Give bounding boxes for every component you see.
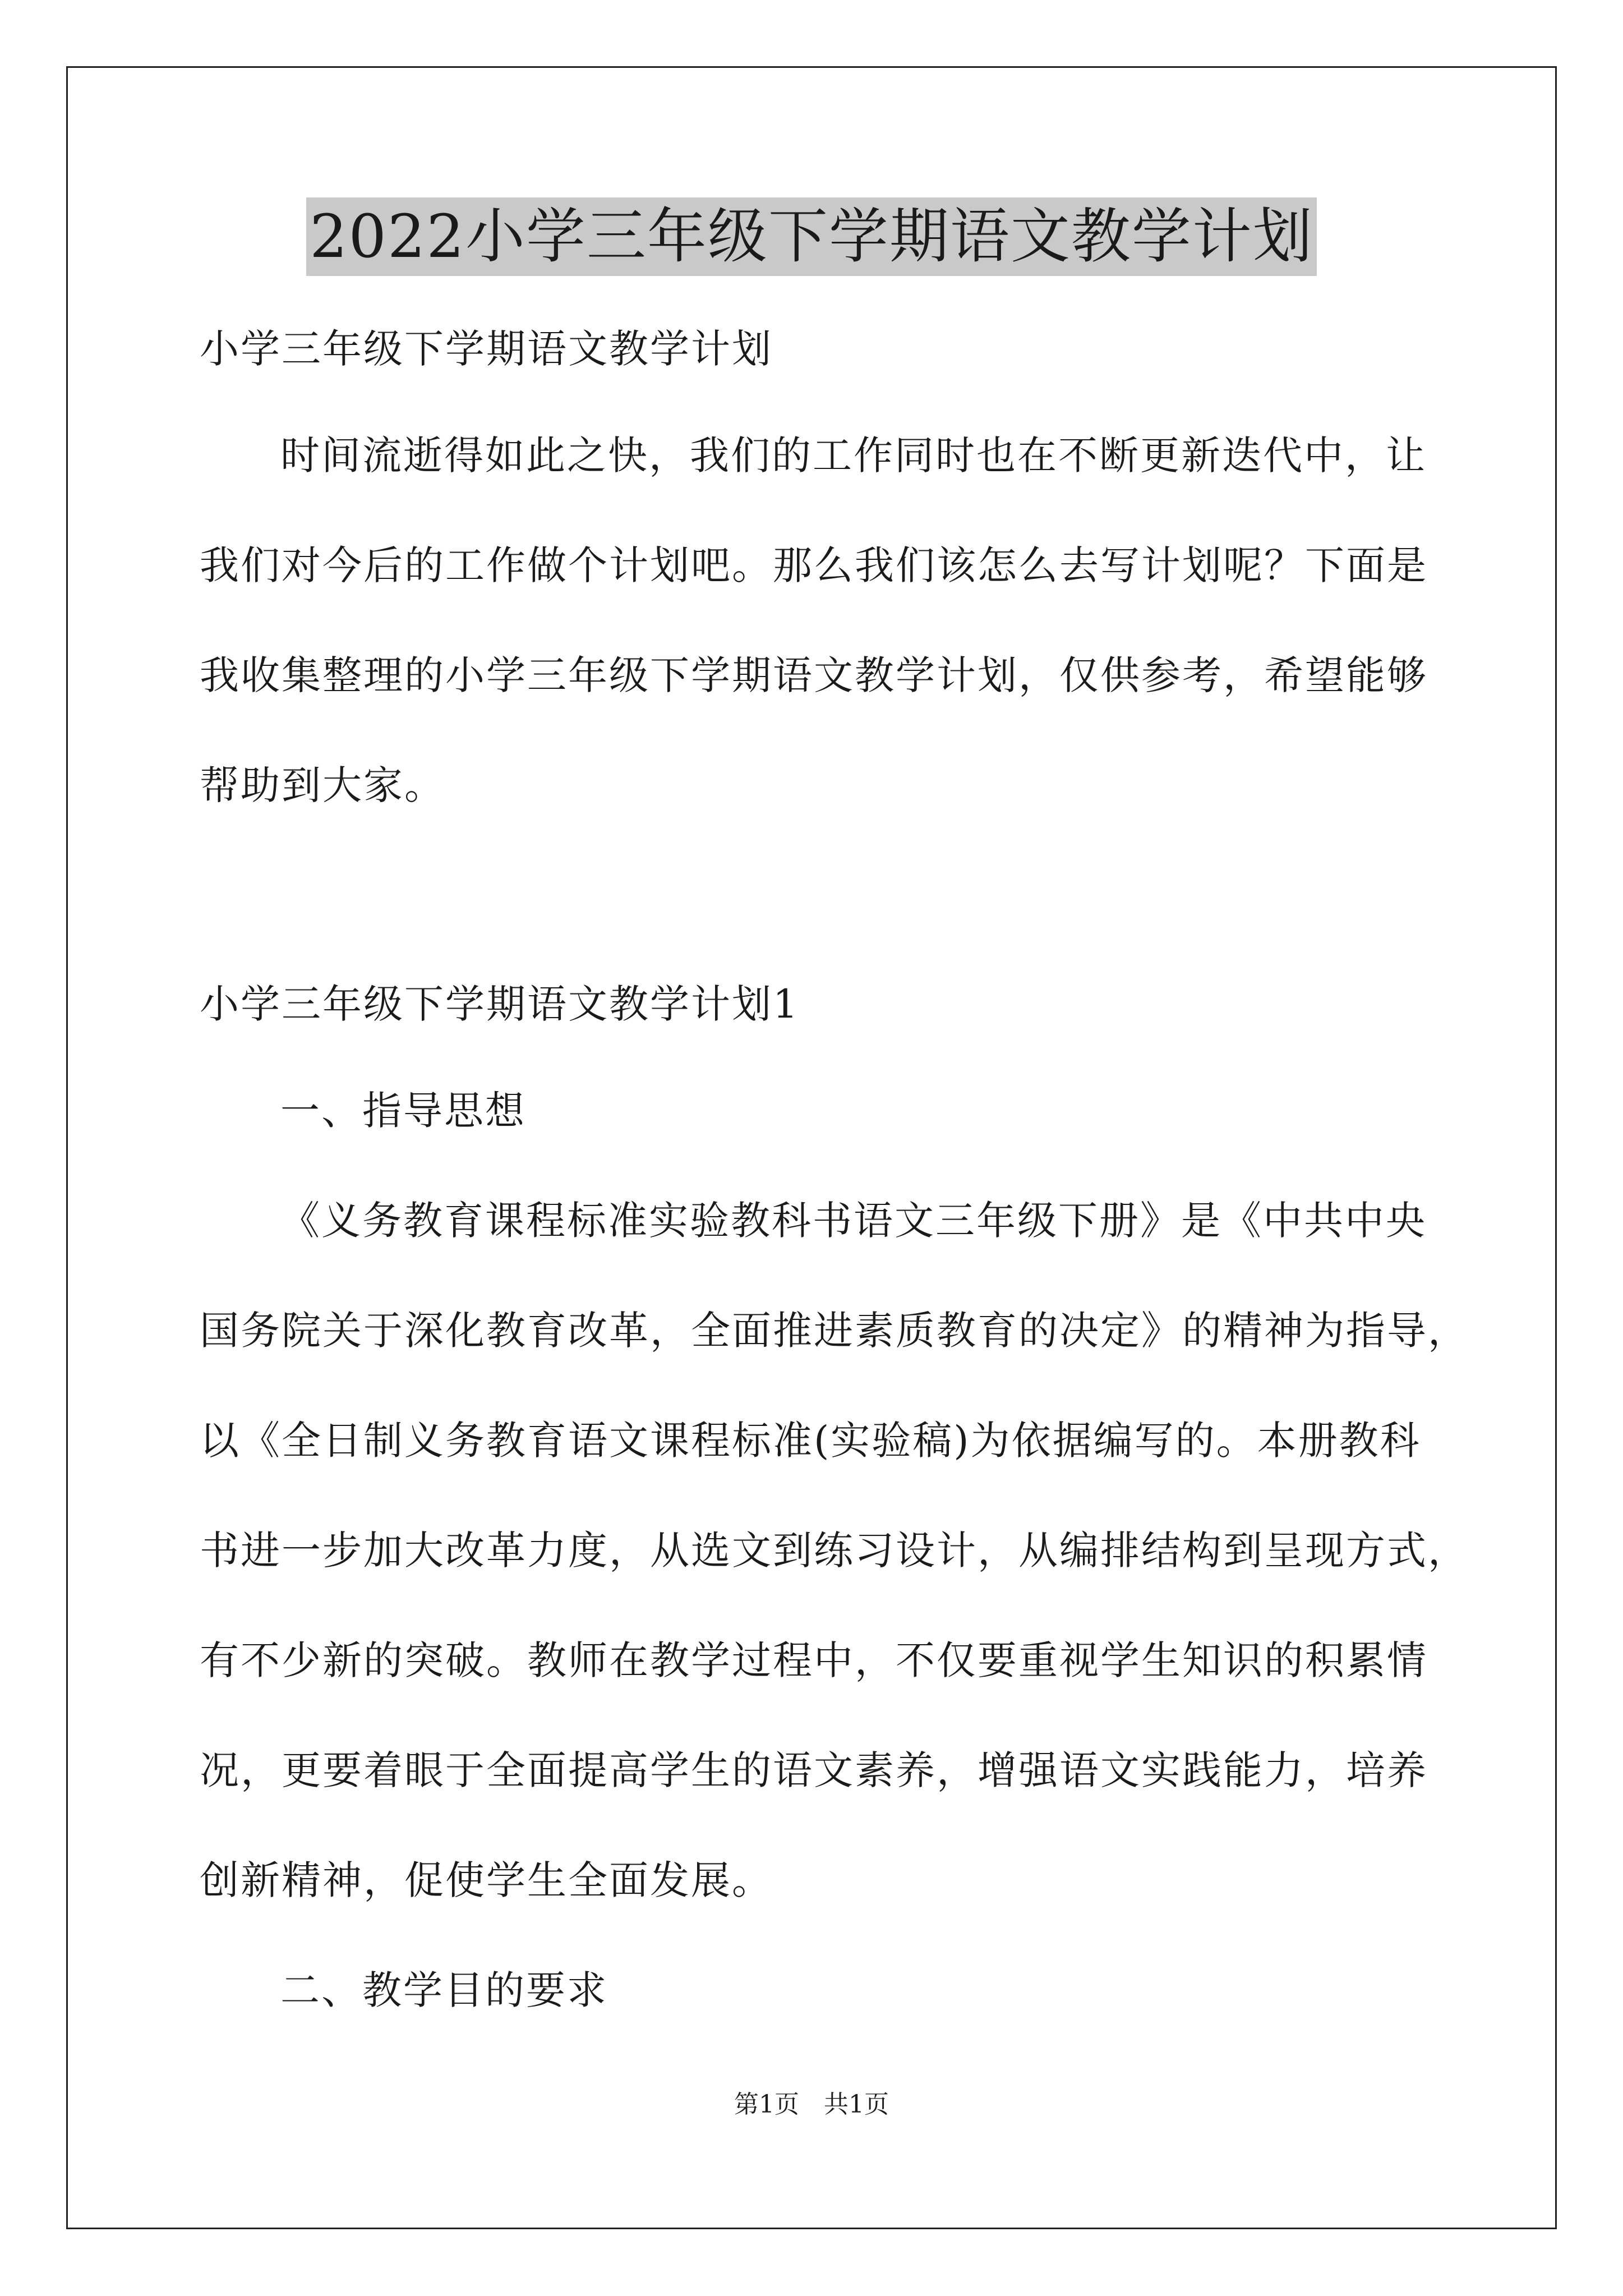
paragraph-line: 帮助到大家。 — [200, 762, 445, 808]
paragraph-line: 国务院关于深化教育改革，全面推进素质教育的决定》的精神为指导， — [200, 1308, 1469, 1354]
paragraph-line: 《义务教育课程标准实验教科书语文三年级下册》是《中共中央 — [280, 1198, 1427, 1244]
paragraph-line: 书进一步加大改革力度，从选文到练习设计，从编排结构到呈现方式， — [200, 1527, 1469, 1573]
document-title: 2022小学三年级下学期语文教学计划 — [306, 197, 1317, 276]
paragraph-line: 况，更要着眼于全面提高学生的语文素养，增强语文实践能力，培养 — [200, 1747, 1428, 1793]
paragraph-line: 创新精神，促使学生全面发展。 — [200, 1857, 773, 1903]
section-heading: 二、教学目的要求 — [280, 1967, 608, 2013]
paragraph-line: 以《全日制义务教育语文课程标准(实验稿)为依据编写的。本册教科 — [200, 1418, 1421, 1464]
section-title: 小学三年级下学期语文教学计划1 — [200, 981, 800, 1027]
intro-paragraph — [200, 427, 1433, 813]
page-footer: 第1页 共1页 — [734, 2090, 889, 2119]
document-body — [200, 314, 1469, 2018]
title-container — [0, 197, 1623, 276]
paragraph-line: 我收集整理的小学三年级下学期语文教学计划，仅供参考，希望能够 — [200, 652, 1428, 698]
section-heading: 一、指导思想 — [280, 1088, 526, 1134]
paragraph-line: 我们对今后的工作做个计划吧。那么我们该怎么去写计划呢？下面是 — [200, 542, 1428, 588]
paragraph-line: 有不少新的突破。教师在教学过程中，不仅要重视学生知识的积累情 — [200, 1637, 1428, 1683]
document-subtitle: 小学三年级下学期语文教学计划 — [200, 326, 773, 372]
body-paragraph — [200, 1193, 1469, 1908]
paragraph-line: 时间流逝得如此之快，我们的工作同时也在不断更新迭代中，让 — [280, 432, 1427, 478]
